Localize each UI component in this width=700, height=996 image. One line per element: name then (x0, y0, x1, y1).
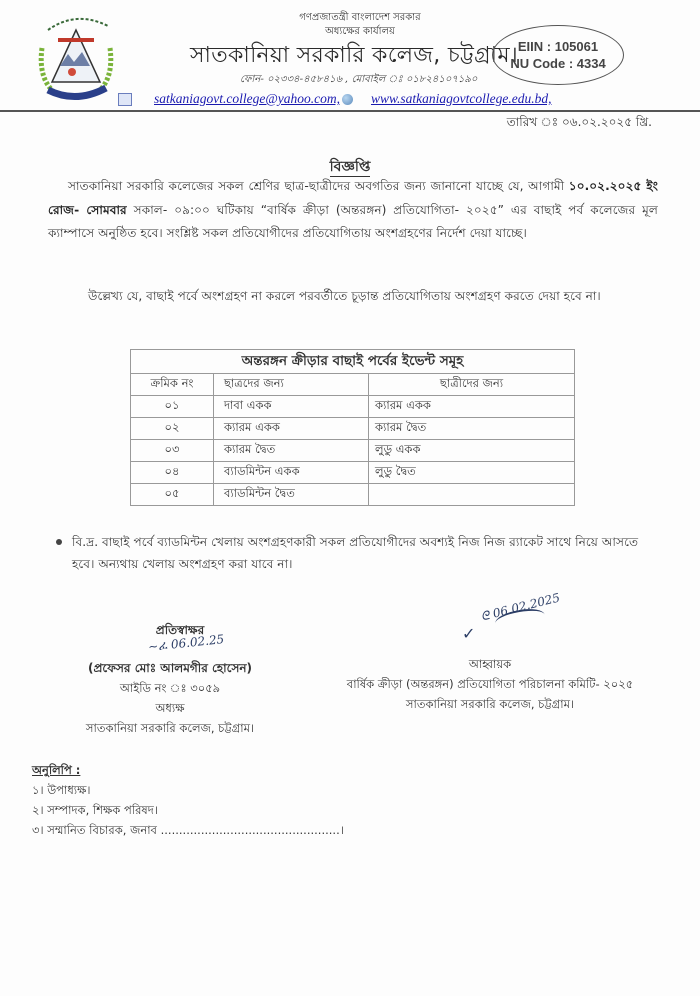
signature-scribble-icon: ~ፈ (147, 637, 172, 654)
college-name: সাতকানিয়া সরকারি কলেজ, চট্টগ্রাম। (190, 43, 519, 68)
header-serial: ক্রমিক নং (131, 374, 214, 396)
paragraph-1-part-1: সাতকানিয়া সরকারি কলেজের সকল শ্রেণির ছাত্র-ছাত্রীদের অবগতির জন্য জানানো যাচ্ছে যে, আগামী (68, 179, 569, 193)
email-icon (118, 93, 132, 106)
serial-cell: ০৪ (131, 462, 214, 484)
principal-id: আইডি নং ঃ ৩০৫৯ (119, 681, 221, 695)
phone-line: ফোন- ০২৩৩৪-৪৫৮৪১৬ , মোবাইল ঃ ০১৮২৪১০৭১৯০ (240, 74, 478, 85)
copy-item: ২। সম্পাদক, শিক্ষক পরিষদ। (32, 803, 158, 817)
committee-name: বার্ষিক ক্রীড়া (অন্তরঙ্গন) প্রতিযোগিতা পরিচালনা কমিটি- ২০২৫ (346, 677, 634, 691)
notice-paragraph-1 (48, 175, 658, 246)
girls-event-cell: ক্যারম একক (369, 396, 575, 418)
header-boys: ছাত্রদের জন্য (214, 374, 369, 396)
table-row (131, 418, 575, 440)
paragraph-2-text: উল্লেখ্য যে, বাছাই পর্বে অংশগ্রহণ না করলে পরবর্তীতে চূড়ান্ত প্রতিযোগিতায় অংশগ্রহণ করতে দেয়া হবে না। (88, 289, 601, 303)
girls-event-cell: ক্যারম দ্বৈত (369, 418, 575, 440)
email-link[interactable]: satkaniagovt.college@yahoo.com, (154, 91, 340, 106)
government-line: গণপ্রজাতন্ত্রী বাংলাদেশ সরকার (299, 12, 421, 23)
table-row (131, 396, 575, 418)
paragraph-1-part-2: সকাল- ০৯:০০ ঘটিকায় “বার্ষিক ক্রীড়া (অন্তরঙ্গন) প্রতিযোগিতা- ২০২৫” এর বাছাই পর্ব কলেজের মূল ক্যাম্পাসে অনুষ্ঠিত হবে। সংশ্লিষ্ট সকল প্রতিযোগীদের প্রতিযোগিতায় অংশগ্রহণের নির্দেশ দেয়া যাচ্ছে। (48, 202, 658, 240)
website-link[interactable]: www.satkaniagovtcollege.edu.bd, (371, 91, 552, 106)
serial-cell: ০১ (131, 396, 214, 418)
handwritten-date-left: 06.02.25 (170, 632, 225, 652)
signature-scribble-icon: ᘓ (479, 607, 495, 624)
copy-item: ৩। সম্মানিত বিচারক, জনাব .................................................। (32, 823, 344, 837)
boys-event-cell: ক্যারম একক (214, 418, 369, 440)
copy-item: ১। উপাধ্যক্ষ। (32, 783, 91, 797)
notice-title-text: বিজ্ঞপ্তি (329, 159, 371, 175)
office-line: অধ্যক্ষের কার্যালয় (325, 26, 395, 37)
nu-code: NU Code : 4334 (510, 56, 606, 71)
date-line: তারিখ ঃ ০৬.০২.২০২৫ খ্রি. (506, 115, 652, 129)
boys-event-cell: দাবা একক (214, 396, 369, 418)
copies-heading: অনুলিপি : (32, 763, 81, 777)
girls-event-cell: লুডু দ্বৈত (369, 462, 575, 484)
principal-institution: সাতকানিয়া সরকারি কলেজ, চট্টগ্রাম। (85, 721, 255, 735)
header-divider (0, 110, 700, 112)
copies-section (32, 760, 344, 840)
eiin-code: EIIN : 105061 (517, 39, 599, 54)
serial-cell: ০২ (131, 418, 214, 440)
note-text: বি.দ্র. বাছাই পর্বে ব্যাডমিন্টন খেলায় অংশগ্রহণকারী সকল প্রতিযোগীদের অবশ্যই নিজ নিজ র‍্যাকেট সাথে নিয়ে আসতে হবে। অন্যথায় খেলায় অংশগ্রহণ করা যাবে না। (72, 535, 639, 571)
serial-cell: ০৫ (131, 484, 214, 506)
principal-name: (প্রফেসর মোঃ আলমগীর হোসেন) (87, 661, 253, 675)
table-row (131, 462, 575, 484)
contact-line (118, 91, 551, 107)
header-girls: ছাত্রীদের জন্য (369, 374, 575, 396)
principal-designation: অধ্যক্ষ (155, 701, 185, 715)
table-row (131, 440, 575, 462)
convener-block (300, 654, 680, 714)
convener-role: আহ্বায়ক (468, 657, 512, 671)
girls-event-cell (369, 484, 575, 506)
table-row (131, 484, 575, 506)
bullet-icon (56, 539, 62, 545)
note (48, 531, 648, 575)
checkmark-icon: ✓ (462, 624, 476, 643)
handwritten-date-right: 06.02.2025 (491, 590, 562, 621)
events-table-caption: অন্তরঙ্গন ক্রীড়ার বাছাই পর্বের ইভেন্ট সমূহ (131, 350, 575, 374)
convener-institution: সাতকানিয়া সরকারি কলেজ, চট্টগ্রাম। (405, 697, 575, 711)
eiin-badge (492, 25, 624, 85)
globe-icon (342, 94, 353, 105)
events-table (130, 349, 575, 506)
countersign-label: প্রতিস্বাক্ষর (155, 623, 205, 637)
serial-cell: ০৩ (131, 440, 214, 462)
boys-event-cell: ব্যাডমিন্টন একক (214, 462, 369, 484)
boys-event-cell: ক্যারম দ্বৈত (214, 440, 369, 462)
event-date: ১০.০২.২০২৫ ইং রোজ- সোমবার (48, 179, 658, 217)
notice-paragraph-2 (48, 285, 658, 309)
girls-event-cell: লুডু একক (369, 440, 575, 462)
boys-event-cell: ব্যাডমিন্টন দ্বৈত (214, 484, 369, 506)
events-table-header (131, 374, 575, 396)
